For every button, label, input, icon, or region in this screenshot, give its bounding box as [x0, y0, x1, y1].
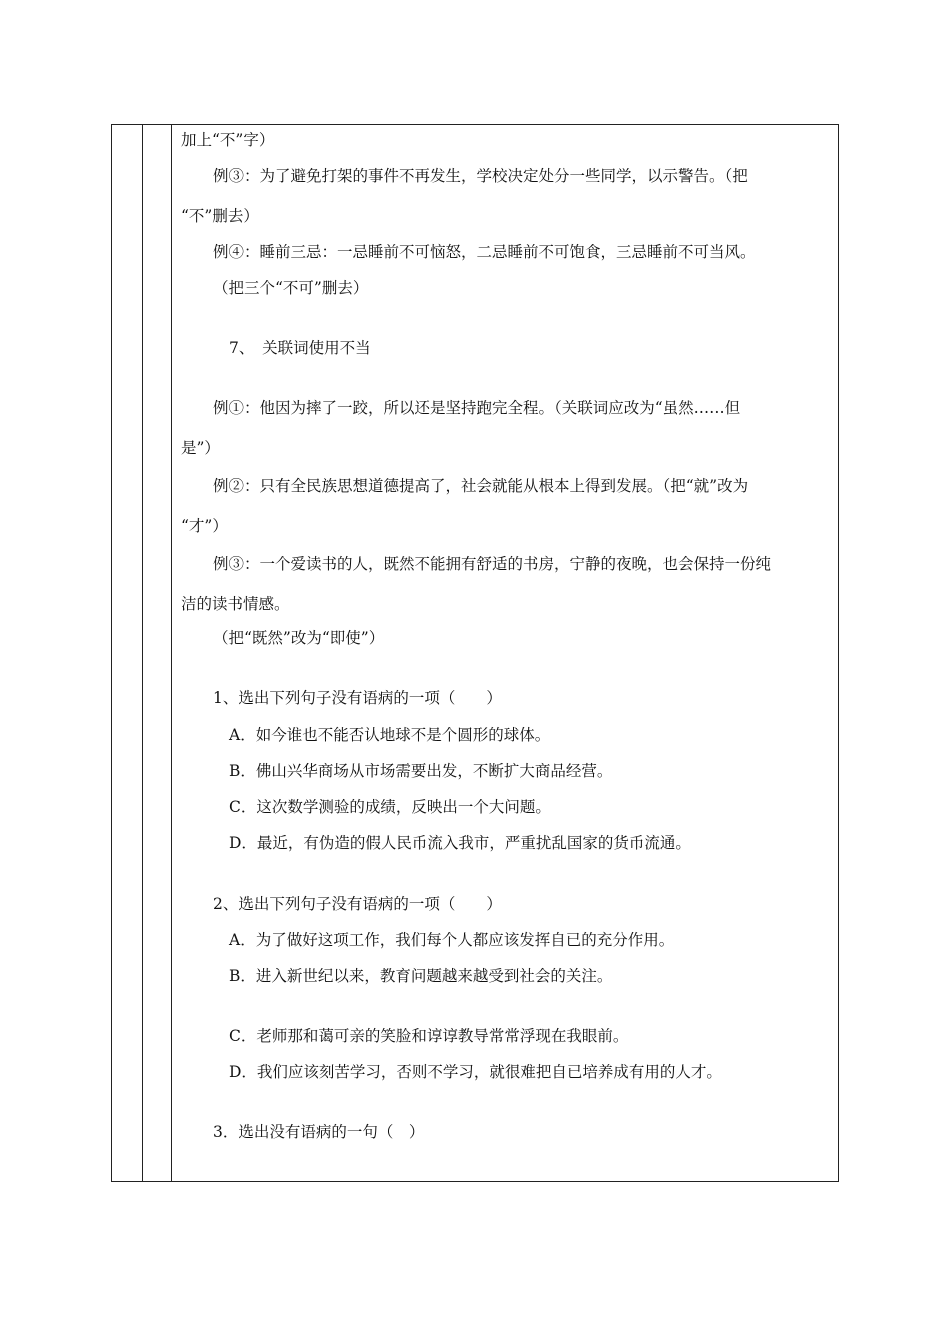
text-line: “才”）: [181, 517, 228, 535]
column-divider-1: [142, 125, 143, 1181]
example-line: 例③：为了避免打架的事件不再发生，学校决定处分一些同学，以示警告。（把: [213, 167, 748, 185]
text-line: 是”）: [181, 439, 220, 457]
question-1-stem: 1、选出下列句子没有语病的一项（ ）: [213, 689, 502, 707]
content-cell: [172, 124, 836, 1182]
question-1-option-d: D．最近，有伪造的假人民币流入我市，严重扰乱国家的货币流通。: [229, 834, 691, 852]
question-2-stem: 2、选出下列句子没有语病的一项（ ）: [213, 895, 502, 913]
example-line: 例①：他因为摔了一跤，所以还是坚持跑完全程。（关联词应改为“虽然……但: [213, 399, 741, 417]
question-1-option-b: B．佛山兴华商场从市场需要出发，不断扩大商品经营。: [229, 762, 613, 780]
question-2-option-b: B．进入新世纪以来，教育问题越来越受到社会的关注。: [229, 967, 613, 985]
note-line: （把三个“不可”删去）: [213, 279, 369, 297]
example-line: 例③：一个爱读书的人，既然不能拥有舒适的书房，宁静的夜晚，也会保持一份纯: [213, 555, 772, 573]
question-2-option-a: A．为了做好这项工作，我们每个人都应该发挥自已的充分作用。: [229, 931, 675, 949]
question-1-option-c: C．这次数学测验的成绩，反映出一个大问题。: [229, 798, 551, 816]
example-line: 例④：睡前三忌：一忌睡前不可恼怒，二忌睡前不可饱食，三忌睡前不可当风。: [213, 243, 756, 261]
question-1-option-a: A．如今谁也不能否认地球不是个圆形的球体。: [229, 726, 551, 744]
example-line: 例②：只有全民族思想道德提高了，社会就能从根本上得到发展。（把“就”改为: [213, 477, 749, 495]
text-line: 洁的读书情感。: [181, 595, 290, 613]
section-heading: 7、 关联词使用不当: [229, 339, 371, 357]
question-3-stem: 3．选出没有语病的一句（ ）: [213, 1123, 425, 1141]
text-line: 加上“不”字）: [181, 131, 275, 149]
question-2-option-c: C．老师那和蔼可亲的笑脸和谆谆教导常常浮现在我眼前。: [229, 1027, 629, 1045]
text-line: “不”删去）: [181, 207, 259, 225]
question-2-option-d: D．我们应该刻苦学习，否则不学习，就很难把自已培养成有用的人才。: [229, 1063, 722, 1081]
note-line: （把“既然”改为“即使”）: [213, 629, 385, 647]
